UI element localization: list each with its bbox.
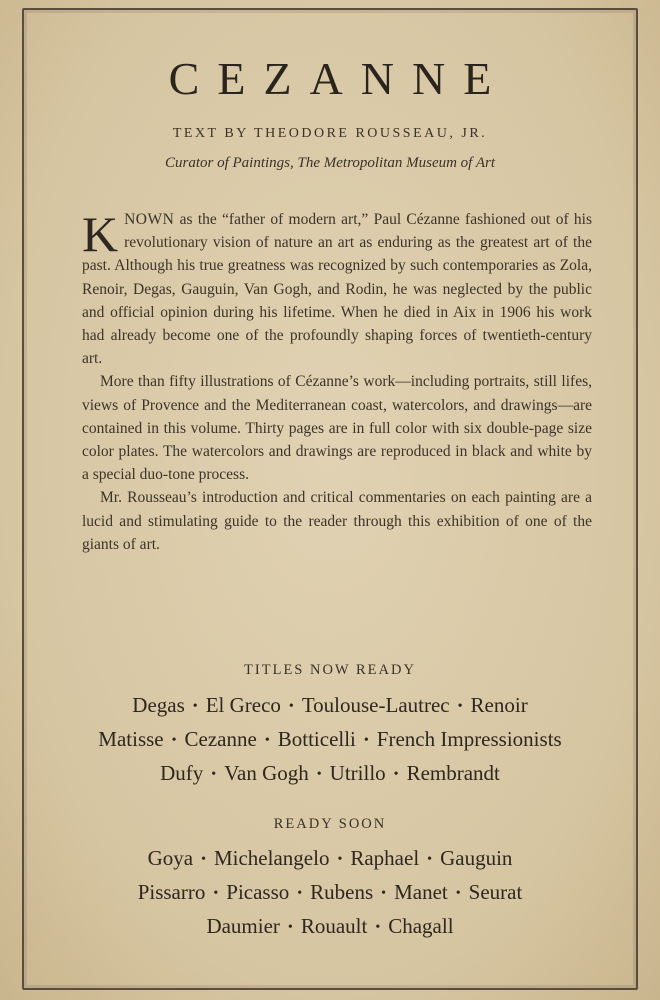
bullet-separator: • — [457, 699, 463, 715]
title-line — [0, 722, 660, 756]
bullet-separator: • — [393, 767, 399, 783]
book-title-entry: Rouault — [300, 914, 368, 938]
book-title-entry: Pissarro — [137, 880, 206, 904]
bullet-separator: • — [171, 733, 177, 749]
bullet-separator: • — [297, 886, 303, 902]
book-title-entry: Utrillo — [329, 761, 386, 785]
paragraph-1-text: as the “father of modern art,” Paul Cézanne fashioned out of his revolutionary vision of nature an art as enduring as the greatest art of the past. Although his true greatness was recognized by such contemporaries as Zola, Renoir, Degas, Gauguin, Van Gogh, and Rodin, he was neglected by the public and official opinion during his lifetime. When he died in Aix in 1906 his work had already become one of the profoundly shaping forces of twentieth-century art. — [82, 211, 592, 368]
ready-soon-list — [0, 841, 660, 943]
book-title-entry: Dufy — [160, 761, 204, 785]
ready-soon-heading: READY SOON — [273, 816, 387, 832]
bullet-separator: • — [201, 852, 206, 868]
blurb-text — [82, 208, 592, 556]
book-title-entry: Michelangelo — [213, 846, 330, 870]
title-line — [0, 841, 660, 875]
bullet-separator: • — [288, 699, 294, 715]
bullet-separator: • — [192, 699, 198, 715]
author-byline: TEXT BY THEODORE ROUSSEAU, JR. — [172, 126, 488, 141]
book-title-entry: Botticelli — [277, 727, 356, 751]
blurb-paragraph-1 — [82, 208, 592, 370]
blurb-paragraph-2: More than fifty illustrations of Cézanne’s work—including portraits, still lifes, views of Provence and the Mediterranean coast, watercolors, and drawings—are contained in this volume. Thirty pages are in full color with six double-page size color plates. The watercolors and drawings are reproduced in black and white by a special duo-tone process. — [82, 373, 592, 484]
bullet-separator: • — [337, 852, 343, 868]
book-title: CEZANNE — [168, 53, 510, 104]
titles-now-ready-heading: TITLES NOW READY — [244, 662, 416, 678]
book-title-entry: French Impressionists — [376, 727, 562, 751]
bullet-separator: • — [264, 733, 270, 749]
book-title-entry: El Greco — [205, 693, 281, 717]
bullet-separator: • — [375, 920, 381, 936]
book-title-entry: Rembrandt — [406, 761, 500, 785]
book-title-entry: Van Gogh — [224, 761, 309, 785]
bullet-separator: • — [363, 733, 369, 749]
author-affiliation: Curator of Paintings, The Metropolitan Museum of Art — [164, 155, 495, 171]
drop-cap: K — [82, 206, 119, 262]
titles-now-ready-list — [0, 688, 660, 790]
blurb-paragraph-3: Mr. Rousseau’s introduction and critical commentaries on each painting are a lucid and stimulating guide to the reader through this exhibition of one of the giants of art. — [82, 489, 592, 553]
book-title-entry: Degas — [132, 693, 185, 717]
bullet-separator: • — [316, 767, 322, 783]
book-title-entry: Cezanne — [184, 727, 257, 751]
bullet-separator: • — [211, 767, 217, 783]
book-title-entry: Manet — [394, 880, 448, 904]
book-title-entry: Gauguin — [440, 846, 513, 870]
bullet-separator: • — [213, 886, 219, 902]
bullet-separator: • — [287, 920, 293, 936]
title-line — [0, 875, 660, 909]
book-title-entry: Matisse — [98, 727, 164, 751]
book-title-entry: Renoir — [470, 693, 528, 717]
title-line — [0, 756, 660, 790]
book-title-entry: Goya — [147, 846, 194, 870]
book-title-entry: Daumier — [206, 914, 280, 938]
book-title-entry: Seurat — [468, 880, 523, 904]
book-title-entry: Chagall — [388, 914, 454, 938]
lead-word: NOWN — [124, 211, 175, 228]
bullet-separator: • — [381, 886, 387, 902]
title-line — [0, 688, 660, 722]
title-line — [0, 909, 660, 943]
book-title-entry: Picasso — [226, 880, 290, 904]
book-title-entry: Rubens — [310, 880, 374, 904]
bullet-separator: • — [455, 886, 461, 902]
book-title-entry: Raphael — [350, 846, 420, 870]
book-title-entry: Toulouse-Lautrec — [301, 693, 450, 717]
bullet-separator: • — [427, 852, 433, 868]
